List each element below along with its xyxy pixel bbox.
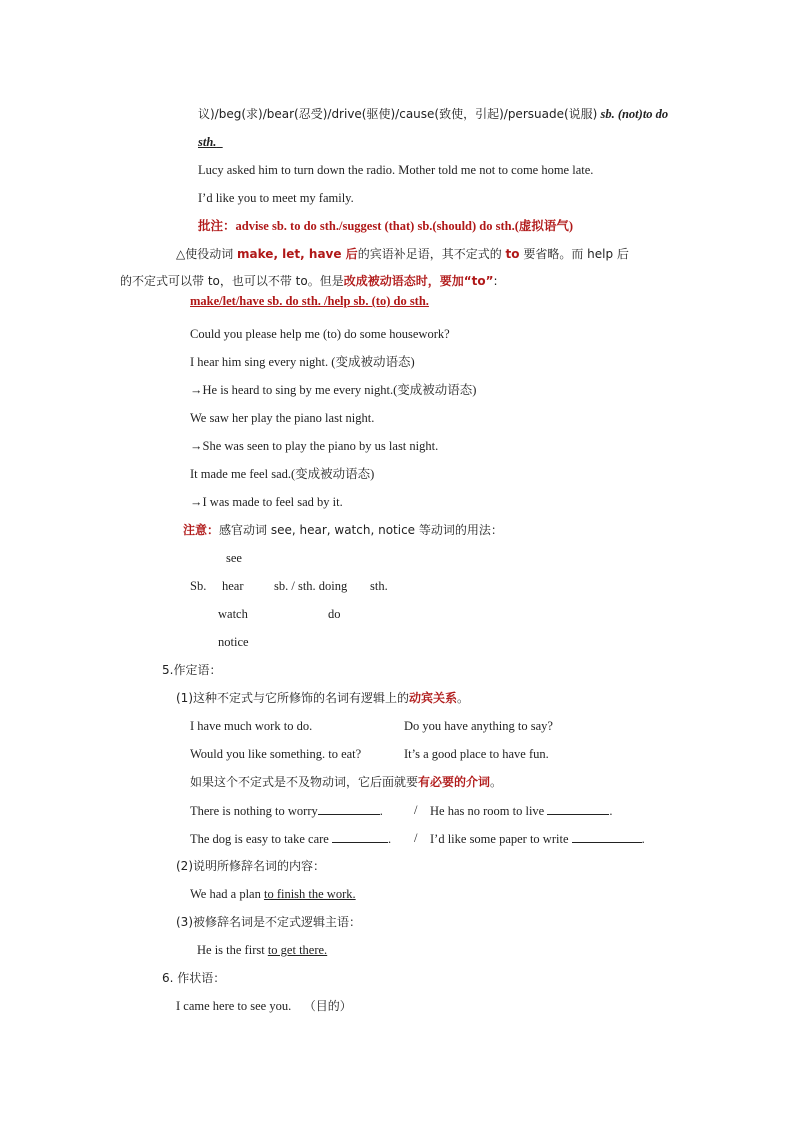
example-housework: Could you please help me (to) do some housework? bbox=[190, 327, 450, 341]
section-5-heading: 5.作定语： bbox=[162, 663, 222, 677]
example-made-sad: It made me feel sad.(变成被动语态) bbox=[190, 467, 375, 481]
example-saw-piano: We saw her play the piano last night. bbox=[190, 411, 375, 425]
section-6-heading: 6. 作状语： bbox=[162, 971, 226, 985]
pattern-sth: sth. bbox=[198, 135, 217, 149]
causative-pattern: make/let/have sb. do sth. /help sb. (to) do sth. bbox=[190, 294, 429, 308]
slash-separator: / bbox=[414, 831, 418, 845]
example-came-here: I came here to see you. （目的） bbox=[176, 999, 352, 1013]
perception-note: 注意：感官动词 see, hear, watch, notice 等动词的用法： bbox=[183, 523, 503, 537]
example-heard-sing: →He is heard to sing by me every night.(变成被动语态) bbox=[190, 383, 477, 397]
exercise-paper: I’d like some paper to write . bbox=[430, 832, 645, 846]
example-work-to-do: I have much work to do. bbox=[190, 719, 313, 733]
example-something-to-eat: Would you like something. to eat? bbox=[190, 747, 362, 761]
verb-list-text: 议)/beg(求)/bear(忍受)/drive(驱使)/cause(致使，引起)/persuade(说服) bbox=[198, 107, 598, 121]
answer-blank[interactable] bbox=[332, 830, 388, 843]
causative-rule-cont: 的不定式可以带 to，也可以不带 to。但是改成被动语态时，要加“to”: bbox=[120, 274, 498, 288]
object-sth: sth. bbox=[370, 579, 388, 593]
point-3: (3)被修辞名词是不定式逻辑主语： bbox=[176, 915, 361, 929]
point-preposition: 如果这个不定式是不及物动词，它后面就要有必要的介词。 bbox=[190, 775, 503, 789]
example-first: He is the first to get there. bbox=[197, 943, 328, 957]
example-plan: We had a plan to finish the work. bbox=[190, 887, 356, 901]
answer-blank[interactable] bbox=[547, 802, 609, 815]
example-hear-sing: I hear him sing every night. (变成被动语态) bbox=[190, 355, 415, 369]
example-was-made-sad: →I was made to feel sad by it. bbox=[190, 495, 343, 509]
verb-hear: hear bbox=[222, 579, 244, 593]
point-1: (1)这种不定式与它所修饰的名词有逻辑上的动宾关系。 bbox=[176, 691, 470, 705]
example-place-to-have-fun: It’s a good place to have fun. bbox=[404, 747, 549, 761]
rule-line-2 bbox=[198, 134, 223, 150]
pattern-text: sb. (not)to do bbox=[597, 107, 669, 121]
exercise-worry: There is nothing to worry . bbox=[190, 804, 383, 818]
slash-separator: / bbox=[414, 803, 418, 817]
example-seen-piano: →She was seen to play the piano by us last night. bbox=[190, 439, 439, 453]
subject-sb: Sb. bbox=[190, 579, 207, 593]
exercise-dog: The dog is easy to take care . bbox=[190, 832, 392, 846]
exercise-room: He has no room to live . bbox=[430, 804, 613, 818]
point-2: (2)说明所修辞名词的内容： bbox=[176, 859, 325, 873]
example-lucy: Lucy asked him to turn down the radio. Mother told me not to come home late. bbox=[198, 163, 594, 177]
answer-blank[interactable] bbox=[572, 830, 642, 843]
annotation-note: 批注：advise sb. to do sth./suggest (that) sb.(should) do sth.(虚拟语气) bbox=[198, 219, 574, 233]
verb-watch: watch bbox=[218, 607, 248, 621]
example-meet-family: I’d like you to meet my family. bbox=[198, 191, 354, 205]
verb-see: see bbox=[226, 551, 242, 565]
verb-notice: notice bbox=[218, 635, 249, 649]
causative-rule: △使役动词 make, let, have 后的宾语补足语，其不定式的 to 要省略。而 help 后 bbox=[176, 247, 629, 261]
rule-line-1 bbox=[198, 106, 668, 122]
verb-do: do bbox=[328, 607, 341, 621]
object-doing: sb. / sth. doing bbox=[274, 579, 348, 593]
answer-blank[interactable] bbox=[318, 802, 380, 815]
example-anything-to-say: Do you have anything to say? bbox=[404, 719, 553, 733]
